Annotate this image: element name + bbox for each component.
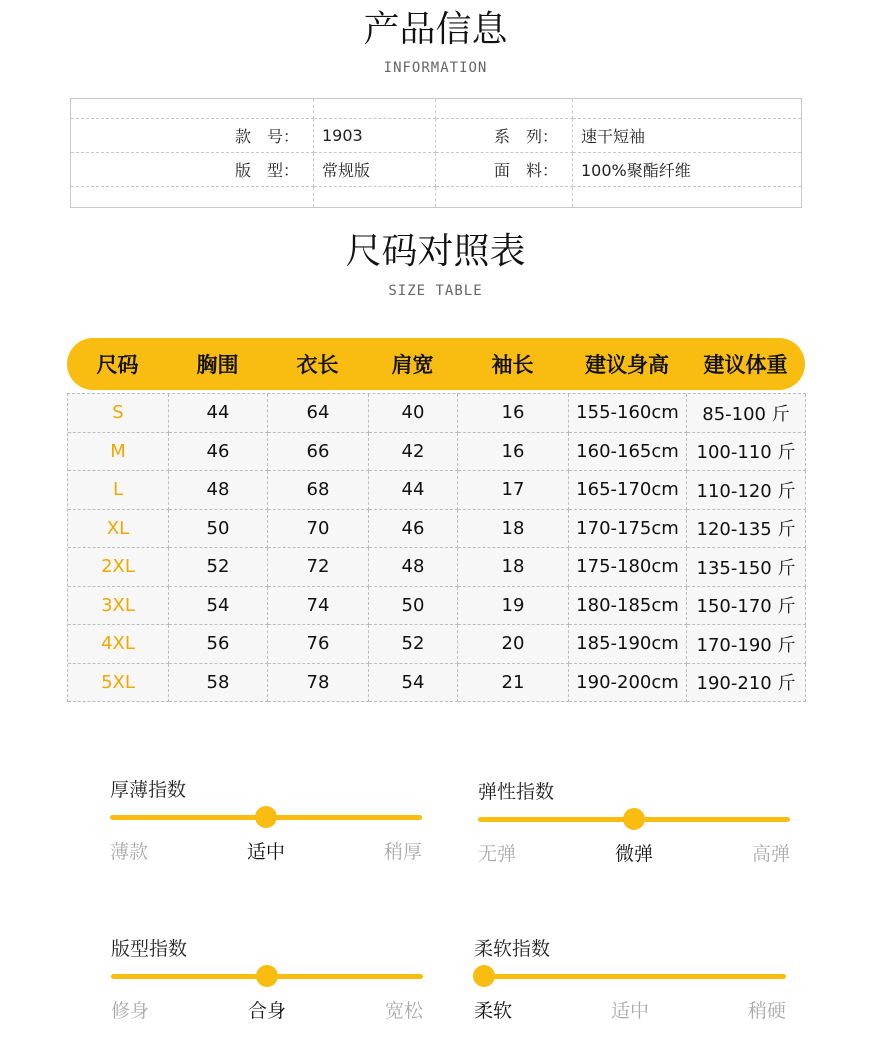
size-table-title: 尺码对照表 xyxy=(345,231,526,272)
size-table-header xyxy=(67,338,805,390)
index-option: 稍厚 xyxy=(383,841,422,863)
size-table-body xyxy=(67,393,806,702)
index-name: 厚薄指数 xyxy=(110,779,187,801)
size-value-cell: 18 xyxy=(458,548,569,587)
size-cell: 4XL xyxy=(68,625,169,664)
info-spacer xyxy=(573,99,801,119)
index-knob xyxy=(623,808,645,830)
index-knob xyxy=(255,806,277,828)
size-value-cell: 185-190cm xyxy=(569,625,687,664)
info-spacer xyxy=(314,187,436,207)
size-cell: 2XL xyxy=(68,548,169,587)
softness-index xyxy=(474,934,790,1034)
size-cell: XL xyxy=(68,510,169,549)
size-value-cell: 50 xyxy=(169,510,268,549)
index-option: 无弹 xyxy=(478,843,517,865)
size-value-cell: 74 xyxy=(268,587,369,626)
size-value-cell: 54 xyxy=(369,664,458,703)
size-value-cell: 180-185cm xyxy=(569,587,687,626)
size-value-cell: 170-175cm xyxy=(569,510,687,549)
size-value-cell: 190-210 斤 xyxy=(687,664,806,703)
size-value-cell: 155-160cm xyxy=(569,394,687,433)
style-number-label: 款 号： xyxy=(71,119,314,153)
index-name: 柔软指数 xyxy=(474,938,551,960)
size-value-cell: 120-135 斤 xyxy=(687,510,806,549)
index-option: 宽松 xyxy=(384,1000,423,1022)
size-value-cell: 46 xyxy=(169,433,268,472)
index-option: 微弹 xyxy=(614,843,654,865)
size-cell: L xyxy=(68,471,169,510)
size-value-cell: 70 xyxy=(268,510,369,549)
size-value-cell: 66 xyxy=(268,433,369,472)
size-value-cell: 100-110 斤 xyxy=(687,433,806,472)
style-number-value: 1903 xyxy=(314,119,436,153)
index-option: 合身 xyxy=(247,1000,287,1022)
index-option: 稍硬 xyxy=(747,1000,786,1022)
fit-label: 版 型： xyxy=(71,153,314,187)
index-name: 版型指数 xyxy=(111,938,188,960)
size-header-cell: 尺码 xyxy=(96,353,139,377)
series-value: 速干短袖 xyxy=(573,119,801,153)
size-value-cell: 58 xyxy=(169,664,268,703)
size-value-cell: 40 xyxy=(369,394,458,433)
index-option: 修身 xyxy=(111,1000,150,1022)
size-value-cell: 165-170cm xyxy=(569,471,687,510)
size-value-cell: 78 xyxy=(268,664,369,703)
index-name: 弹性指数 xyxy=(478,781,555,803)
size-value-cell: 18 xyxy=(458,510,569,549)
index-knob xyxy=(256,965,278,987)
size-header-cell: 建议体重 xyxy=(703,353,788,377)
size-value-cell: 85-100 斤 xyxy=(687,394,806,433)
fabric-label: 面 料： xyxy=(436,153,573,187)
info-spacer xyxy=(314,99,436,119)
size-value-cell: 110-120 斤 xyxy=(687,471,806,510)
size-value-cell: 44 xyxy=(369,471,458,510)
size-cell: M xyxy=(68,433,169,472)
index-knob xyxy=(473,965,495,987)
index-option: 高弹 xyxy=(751,843,790,865)
size-value-cell: 48 xyxy=(169,471,268,510)
index-option: 薄款 xyxy=(110,841,149,863)
size-value-cell: 17 xyxy=(458,471,569,510)
size-value-cell: 42 xyxy=(369,433,458,472)
size-value-cell: 135-150 斤 xyxy=(687,548,806,587)
fit-index xyxy=(111,934,427,1034)
size-value-cell: 44 xyxy=(169,394,268,433)
info-spacer xyxy=(436,187,573,207)
size-value-cell: 190-200cm xyxy=(569,664,687,703)
size-cell: 5XL xyxy=(68,664,169,703)
size-value-cell: 16 xyxy=(458,394,569,433)
fit-value: 常规版 xyxy=(314,153,436,187)
size-value-cell: 72 xyxy=(268,548,369,587)
fabric-value: 100%聚酯纤维 xyxy=(573,153,801,187)
index-option: 适中 xyxy=(610,1000,650,1022)
size-cell: 3XL xyxy=(68,587,169,626)
size-value-cell: 76 xyxy=(268,625,369,664)
size-header-cell: 袖长 xyxy=(491,353,534,377)
size-value-cell: 170-190 斤 xyxy=(687,625,806,664)
size-value-cell: 20 xyxy=(458,625,569,664)
size-header-cell: 衣长 xyxy=(296,353,339,377)
size-value-cell: 68 xyxy=(268,471,369,510)
series-label: 系 列： xyxy=(436,119,573,153)
size-header-cell: 建议身高 xyxy=(585,353,669,377)
product-info-title: 产品信息 xyxy=(363,9,508,50)
size-value-cell: 175-180cm xyxy=(569,548,687,587)
elasticity-index xyxy=(478,777,794,877)
size-value-cell: 48 xyxy=(369,548,458,587)
size-value-cell: 21 xyxy=(458,664,569,703)
info-spacer xyxy=(436,99,573,119)
size-value-cell: 64 xyxy=(268,394,369,433)
size-value-cell: 19 xyxy=(458,587,569,626)
thickness-index xyxy=(110,775,426,875)
size-table-subtitle: SIZE TABLE xyxy=(388,283,483,299)
index-option: 适中 xyxy=(246,841,286,863)
size-value-cell: 54 xyxy=(169,587,268,626)
info-spacer xyxy=(573,187,801,207)
index-bar xyxy=(474,974,786,979)
size-cell: S xyxy=(68,394,169,433)
size-value-cell: 16 xyxy=(458,433,569,472)
info-spacer xyxy=(71,187,314,207)
size-value-cell: 160-165cm xyxy=(569,433,687,472)
size-value-cell: 150-170 斤 xyxy=(687,587,806,626)
size-header-cell: 肩宽 xyxy=(391,353,434,377)
product-info-subtitle: INFORMATION xyxy=(383,60,488,76)
size-value-cell: 52 xyxy=(169,548,268,587)
index-option: 柔软 xyxy=(474,1000,513,1022)
size-value-cell: 52 xyxy=(369,625,458,664)
product-info-table xyxy=(70,98,802,208)
size-value-cell: 46 xyxy=(369,510,458,549)
size-header-cell: 胸围 xyxy=(196,353,239,377)
size-value-cell: 56 xyxy=(169,625,268,664)
info-spacer xyxy=(71,99,314,119)
size-value-cell: 50 xyxy=(369,587,458,626)
